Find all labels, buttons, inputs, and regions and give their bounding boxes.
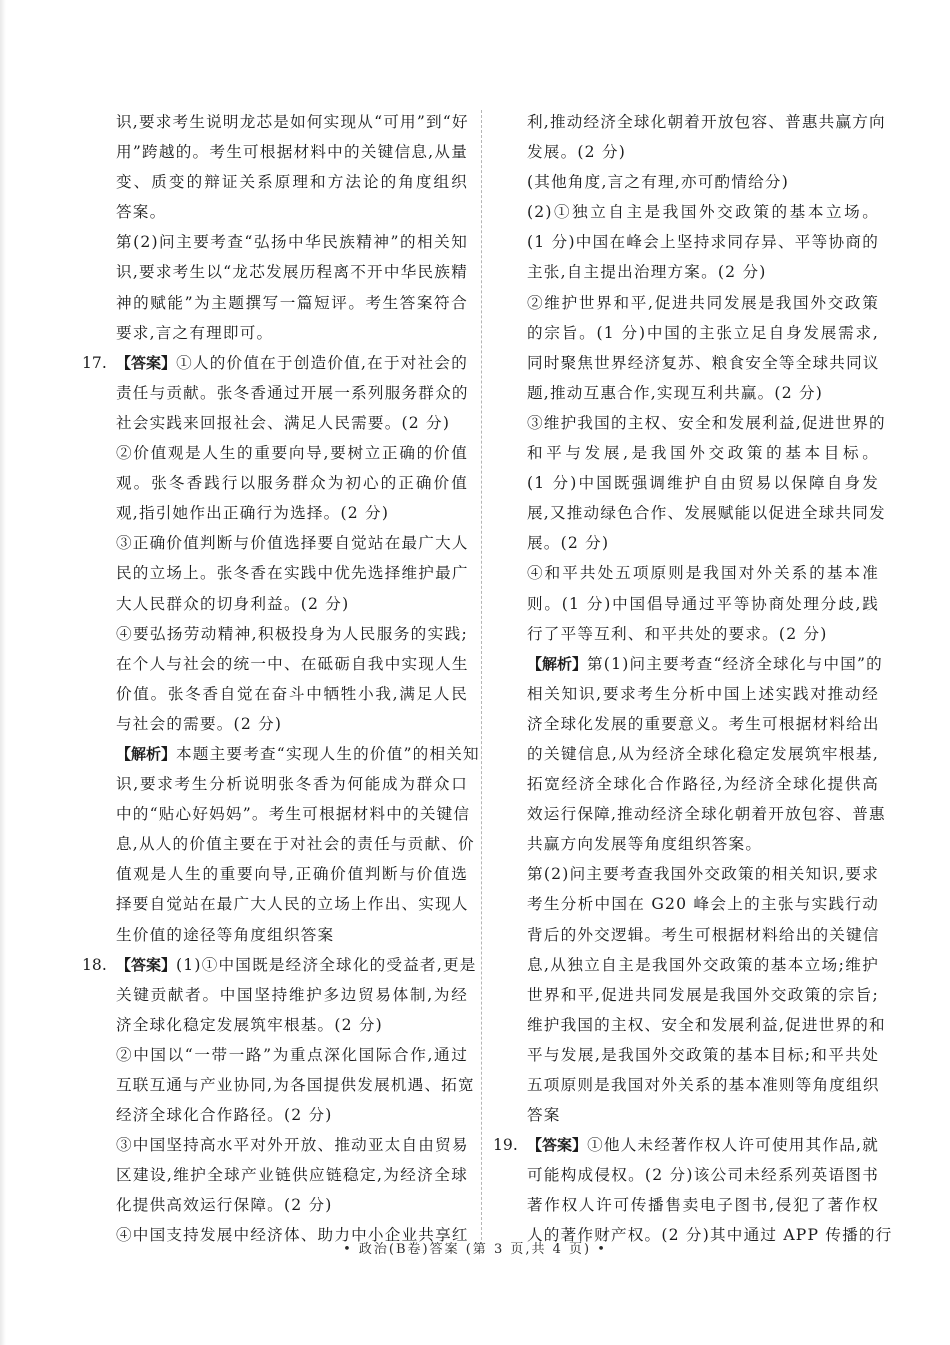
text-line (116, 889, 468, 919)
text-line (116, 197, 468, 227)
text-line (116, 558, 468, 588)
text-line (116, 227, 468, 257)
line-text: 大人民群众的切身利益。(2 分) (116, 594, 350, 613)
line-text: 济全球化发展的重要意义。考生可根据材料给出 (527, 714, 880, 733)
text-line (527, 257, 879, 287)
line-text: ①他人未经著作权人许可使用其作品,就 (587, 1136, 879, 1155)
text-line (527, 589, 879, 619)
right-column (493, 107, 893, 1251)
text-line (527, 649, 883, 679)
line-text: 济全球化稳定发展筑牢根基。(2 分) (116, 1015, 383, 1034)
line-text: 答案。 (116, 203, 167, 222)
line-text: 生价值的途径等角度组织答案 (116, 925, 335, 944)
line-text: 答案 (527, 1106, 561, 1125)
text-line (527, 1010, 886, 1040)
text-line (116, 1010, 468, 1040)
line-text: 社会实践来回报社会、满足人民需要。(2 分) (116, 413, 451, 432)
line-text: 行了平等互利、和平共处的要求。(2 分) (527, 624, 828, 643)
line-text: 价值。张冬香自觉在奋斗中牺牲小我,满足人民 (116, 684, 468, 703)
line-text: 责任与贡献。张冬香通过开展一系列服务群众的 (116, 383, 469, 402)
line-text: 关键贡献者。中国坚持维护多边贸易体制,为经 (116, 985, 468, 1004)
text-line (527, 227, 879, 257)
text-line (527, 107, 886, 137)
text-line (116, 408, 468, 438)
analysis-tag: 【解析】 (527, 654, 588, 673)
line-text: 与社会的需要。(2 分) (116, 714, 283, 733)
line-text: 神的赋能”为主题撰写一篇短评。考生答案符合 (116, 293, 468, 312)
text-line (527, 829, 879, 859)
line-text: 中的“贴心好妈妈”。考生可根据材料中的关键信 (116, 805, 471, 824)
line-text: 第(2)问主要考查我国外交政策的相关知识,要求 (527, 865, 879, 884)
text-line (116, 438, 468, 468)
question-number: 18. (82, 955, 107, 974)
line-text: 化提供高效运行保障。(2 分) (116, 1196, 333, 1215)
text-line (527, 348, 879, 378)
text-line (116, 1190, 468, 1220)
scan-edge-shadow (0, 0, 6, 1345)
text-line (116, 619, 468, 649)
line-text: 人的著作财产权。(2 分)其中通过 APP 传播的行 (527, 1226, 893, 1245)
line-text: 要求,言之有理即可。 (116, 323, 274, 342)
text-line (116, 167, 468, 197)
line-text: ④中国支持发展中经济体、助力中小企业共享红 (116, 1226, 469, 1245)
line-text: (2)①独立自主是我国外交政策的基本立场。 (527, 203, 879, 222)
line-text: 识,要求考生以“龙芯发展历程离不开中华民族精 (116, 263, 468, 282)
text-line (116, 829, 475, 859)
page-footer: • 政治(B卷)答案 (第 3 页,共 4 页) • (343, 1242, 607, 1257)
line-text: 世界和平,促进共同发展是我国外交政策的宗旨; (527, 985, 879, 1004)
line-text: 题,推动互惠合作,实现互利共赢。(2 分) (527, 383, 824, 402)
text-line (527, 197, 879, 227)
text-line (527, 288, 879, 318)
text-line (116, 859, 468, 889)
text-line (527, 1070, 879, 1100)
text-line (527, 859, 879, 889)
line-text: 五项原则是我国对外关系的基本准则等角度组织 (527, 1076, 880, 1094)
line-text: 的宗旨。(1 分)中国的主张立足自身发展需求, (527, 323, 879, 342)
line-text: 展,又推动绿色合作、发展赋能以促进全球共同发 (527, 504, 886, 523)
text-line (527, 1100, 879, 1130)
text-line (116, 528, 468, 558)
line-text: 主张,自主提出治理方案。(2 分) (527, 263, 767, 282)
text-line (116, 799, 471, 829)
line-text: 同时聚焦世界经济复苏、粮食安全等全球共同议 (527, 353, 880, 372)
text-line (527, 1160, 879, 1190)
text-line (527, 1190, 879, 1220)
text-line (527, 889, 879, 919)
text-line (116, 137, 468, 167)
text-line (116, 649, 468, 679)
line-text: 和平与发展,是我国外交政策的基本目标。 (527, 444, 879, 463)
line-text: ②维护世界和平,促进共同发展是我国外交政策 (527, 293, 879, 312)
line-text: (1)①中国既是经济全球化的受益者,更是 (176, 955, 477, 974)
text-line (116, 980, 468, 1010)
text-line (527, 378, 879, 408)
text-line (527, 980, 879, 1010)
text-line (116, 1040, 468, 1070)
line-text: 互联互通与产业协同,为各国提供发展机遇、拓宽 (116, 1076, 475, 1094)
line-text: 识,要求考生说明龙芯是如何实现从“可用”到“好 (116, 113, 469, 131)
text-line (527, 709, 879, 739)
answer-tag: 【答案】 (116, 955, 177, 974)
line-text: 利,推动经济全球化朝着开放包容、普惠共赢方向 (527, 113, 886, 131)
text-line (116, 1160, 468, 1190)
line-text: ④和平共处五项原则是我国对外关系的基本准 (527, 564, 879, 583)
line-text: ②中国以“一带一路”为重点深化国际合作,通过 (116, 1045, 468, 1064)
line-text: 民的立场上。张冬香在实践中优先选择维护最广 (116, 564, 469, 583)
text-line (116, 709, 468, 739)
text-line (527, 408, 886, 438)
line-text: 识,要求考生分析说明张冬香为何能成为群众口 (116, 775, 468, 794)
answer-tag: 【答案】 (527, 1136, 588, 1155)
text-line (116, 739, 480, 769)
line-text: 观。张冬香践行以服务群众为初心的正确价值 (116, 474, 468, 493)
line-text: 背后的外交逻辑。考生可根据材料给出的关键信 (527, 925, 880, 944)
text-line (82, 950, 477, 980)
line-text: 著作权人许可传播售卖电子图书,侵犯了著作权 (527, 1196, 879, 1215)
line-text: 息,从独立自主是我国外交政策的基本立场;维护 (527, 955, 879, 974)
line-text: (其他角度,言之有理,亦可酌情给分) (527, 173, 789, 192)
question-number: 17. (82, 353, 107, 372)
line-text: 择要自觉站在最广大人民的立场上作出、实现人 (116, 895, 469, 914)
line-text: 第(1)问主要考查“经济全球化与中国”的 (587, 654, 883, 673)
text-line (116, 257, 468, 287)
line-text: 值观是人生的重要向导,正确价值判断与价值选 (116, 865, 468, 884)
column-divider (481, 110, 482, 1245)
line-text: 发展。(2 分) (527, 143, 627, 162)
text-line (527, 950, 879, 980)
text-line (527, 137, 879, 167)
text-line (527, 318, 879, 348)
text-line (527, 619, 879, 649)
text-line (527, 558, 879, 588)
analysis-tag: 【解析】 (116, 744, 177, 763)
text-line (116, 498, 468, 528)
line-text: ③正确价值判断与价值选择要自觉站在最广大人 (116, 534, 469, 553)
text-line (116, 679, 468, 709)
text-line (527, 468, 879, 498)
text-line (116, 1070, 475, 1100)
text-line (527, 528, 879, 558)
line-text: 平与发展,是我国外交政策的基本目标;和平共处 (527, 1045, 879, 1064)
text-line (116, 378, 468, 408)
text-line (527, 769, 879, 799)
text-line (116, 288, 468, 318)
text-line (116, 920, 468, 950)
question-number: 19. (493, 1136, 518, 1155)
line-text: 区建设,维护全球产业链供应链稳定,为经济全球 (116, 1166, 468, 1185)
answer-tag: 【答案】 (116, 353, 177, 372)
line-text: 可能构成侵权。(2 分)该公司未经系列英语图书 (527, 1166, 879, 1185)
text-line (527, 920, 879, 950)
text-line (527, 438, 879, 468)
line-text: 变、质变的辩证关系原理和方法论的角度组织 (116, 173, 468, 192)
text-line (493, 1130, 879, 1160)
line-text: (1 分)中国在峰会上坚持求同存异、平等协商的 (527, 233, 879, 252)
text-line (116, 107, 468, 137)
line-text: 在个人与社会的统一中、在砥砺自我中实现人生 (116, 654, 469, 673)
text-line (116, 589, 468, 619)
line-text: ②价值观是人生的重要向导,要树立正确的价值 (116, 444, 468, 463)
line-text: 共赢方向发展等角度组织答案。 (527, 835, 763, 854)
line-text: 观,指引她作出正确行为选择。(2 分) (116, 504, 390, 523)
line-text: 经济全球化合作路径。(2 分) (116, 1106, 333, 1125)
text-line (116, 318, 468, 348)
line-text: 拓宽经济全球化合作路径,为经济全球化提供高 (527, 775, 879, 794)
line-text: ①人的价值在于创造价值,在于对社会的 (176, 353, 468, 372)
text-line (116, 1100, 468, 1130)
line-text: 展。(2 分) (527, 534, 610, 553)
line-text: 考生分析中国在 G20 峰会上的主张与实践行动 (527, 895, 879, 914)
text-line (527, 167, 879, 197)
line-text: 用”跨越的。考生可根据材料中的关键信息,从量 (116, 143, 468, 162)
line-text: 维护我国的主权、安全和发展利益,促进世界的和 (527, 1015, 886, 1034)
text-line (527, 498, 886, 528)
line-text: 第(2)问主要考查“弘扬中华民族精神”的相关知 (116, 233, 468, 252)
text-line (527, 739, 879, 769)
text-line (527, 679, 879, 709)
text-line (116, 769, 468, 799)
text-line (527, 799, 886, 829)
text-line (82, 348, 468, 378)
left-column (82, 107, 480, 1251)
line-text: 的关键信息,从为经济全球化稳定发展筑牢根基, (527, 744, 879, 763)
line-text: (1 分)中国既强调维护自由贸易以保障自身发 (527, 474, 879, 493)
line-text: 息,从人的价值主要在于对社会的责任与贡献、价 (116, 835, 475, 854)
text-line (116, 468, 468, 498)
line-text: 本题主要考查“实现人生的价值”的相关知 (176, 744, 480, 763)
text-line (527, 1040, 879, 1070)
text-line (116, 1130, 468, 1160)
line-text: ③维护我国的主权、安全和发展利益,促进世界的 (527, 413, 886, 432)
line-text: 则。(1 分)中国倡导通过平等协商处理分歧,践 (527, 594, 879, 613)
line-text: 效运行保障,推动经济全球化朝着开放包容、普惠 (527, 805, 886, 824)
line-text: ④要弘扬劳动精神,积极投身为人民服务的实践; (116, 624, 468, 643)
line-text: ③中国坚持高水平对外开放、推动亚太自由贸易 (116, 1136, 469, 1155)
line-text: 相关知识,要求考生分析中国上述实践对推动经 (527, 684, 879, 703)
